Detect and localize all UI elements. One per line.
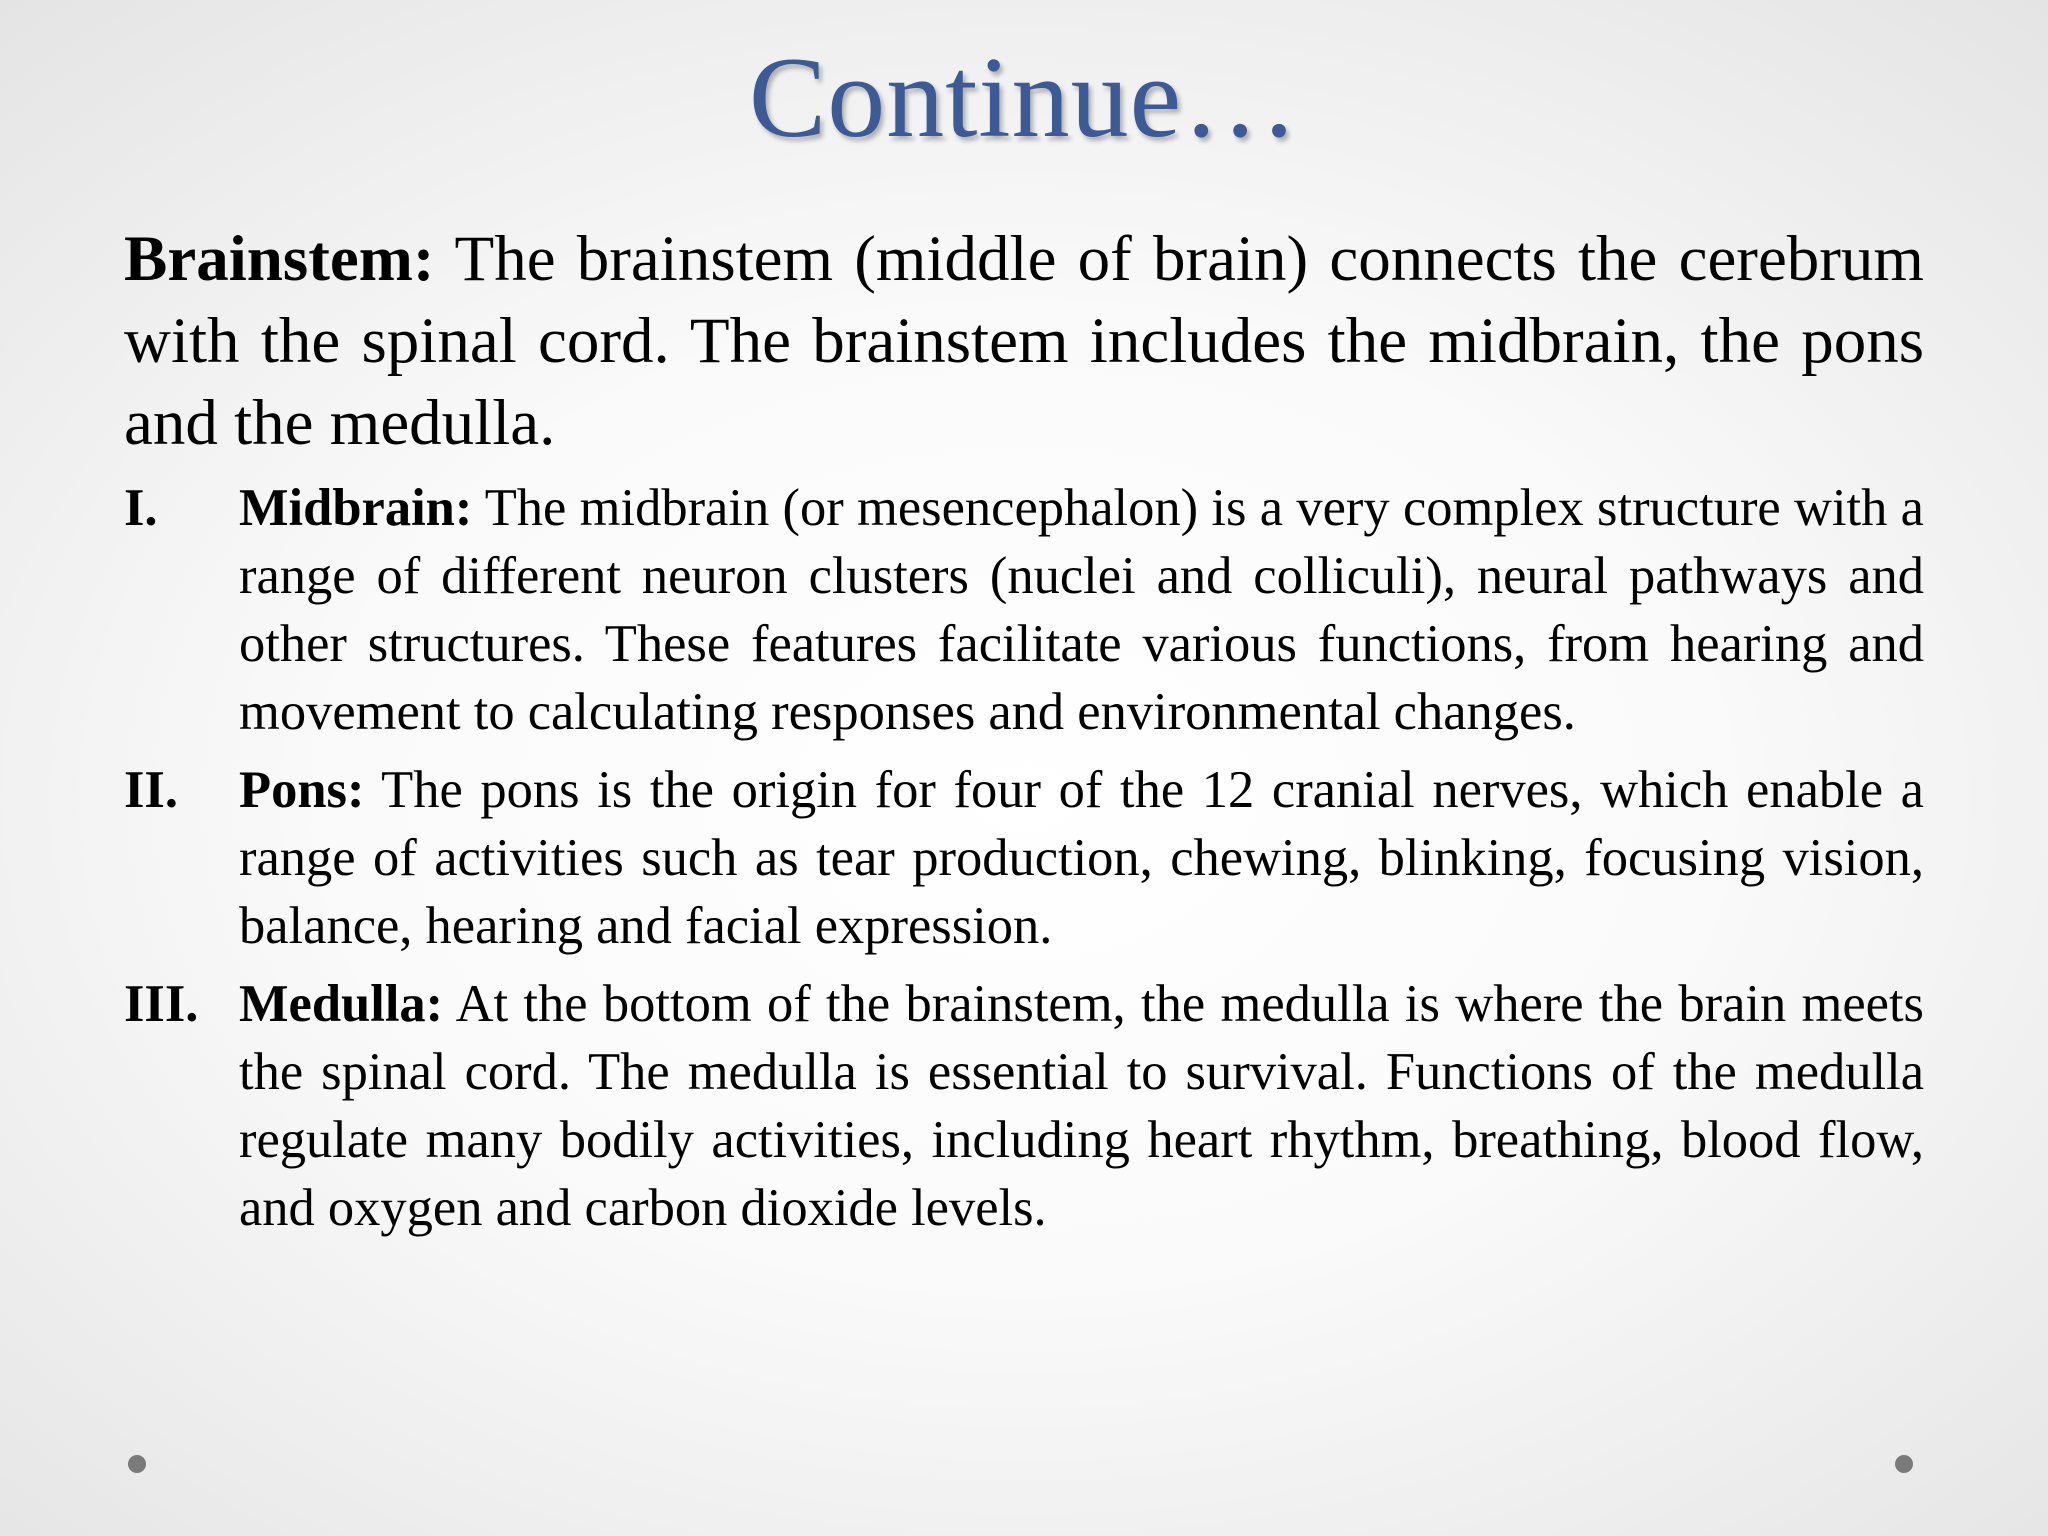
decorative-dot-left	[128, 1455, 146, 1473]
midbrain-description: The midbrain (or mesencephalon) is a very complex structure with a range of different neuron clusters (nuclei and colliculi), neural pathways and other structures. These features facilitate various functions, from hearing and movement to calculating responses and environmental changes.	[239, 479, 1924, 741]
decorative-dot-right	[1895, 1455, 1913, 1473]
list-item-medulla	[124, 970, 1924, 1242]
slide-body	[124, 218, 1924, 1252]
list-item-pons	[124, 756, 1924, 960]
brainstem-term: Brainstem:	[124, 223, 435, 295]
medulla-term: Medulla:	[239, 975, 444, 1033]
brainstem-intro	[124, 218, 1924, 464]
brainstem-parts-list	[124, 474, 1924, 1242]
slide-title: Continue…	[748, 34, 1300, 162]
pons-description: The pons is the origin for four of the 12 cranial nerves, which enable a range of activities such as tear production, chewing, blinking, focusing vision, balance, hearing and facial expression.	[239, 761, 1924, 955]
list-numeral: I.	[124, 479, 158, 537]
midbrain-term: Midbrain:	[239, 479, 473, 537]
medulla-description: At the bottom of the brainstem, the medulla is where the brain meets the spinal cord. The medulla is essential to survival. Functions of the medulla regulate many bodily activities, including heart rhythm, breathing, blood flow, and oxygen and carbon dioxide levels.	[239, 975, 1924, 1237]
brainstem-description: The brainstem (middle of brain) connects the cerebrum with the spinal cord. The brainstem includes the midbrain, the pons and the medulla.	[124, 223, 1924, 459]
list-numeral: III.	[124, 975, 199, 1033]
pons-term: Pons:	[239, 761, 365, 819]
list-item-midbrain	[124, 474, 1924, 746]
list-numeral: II.	[124, 761, 178, 819]
